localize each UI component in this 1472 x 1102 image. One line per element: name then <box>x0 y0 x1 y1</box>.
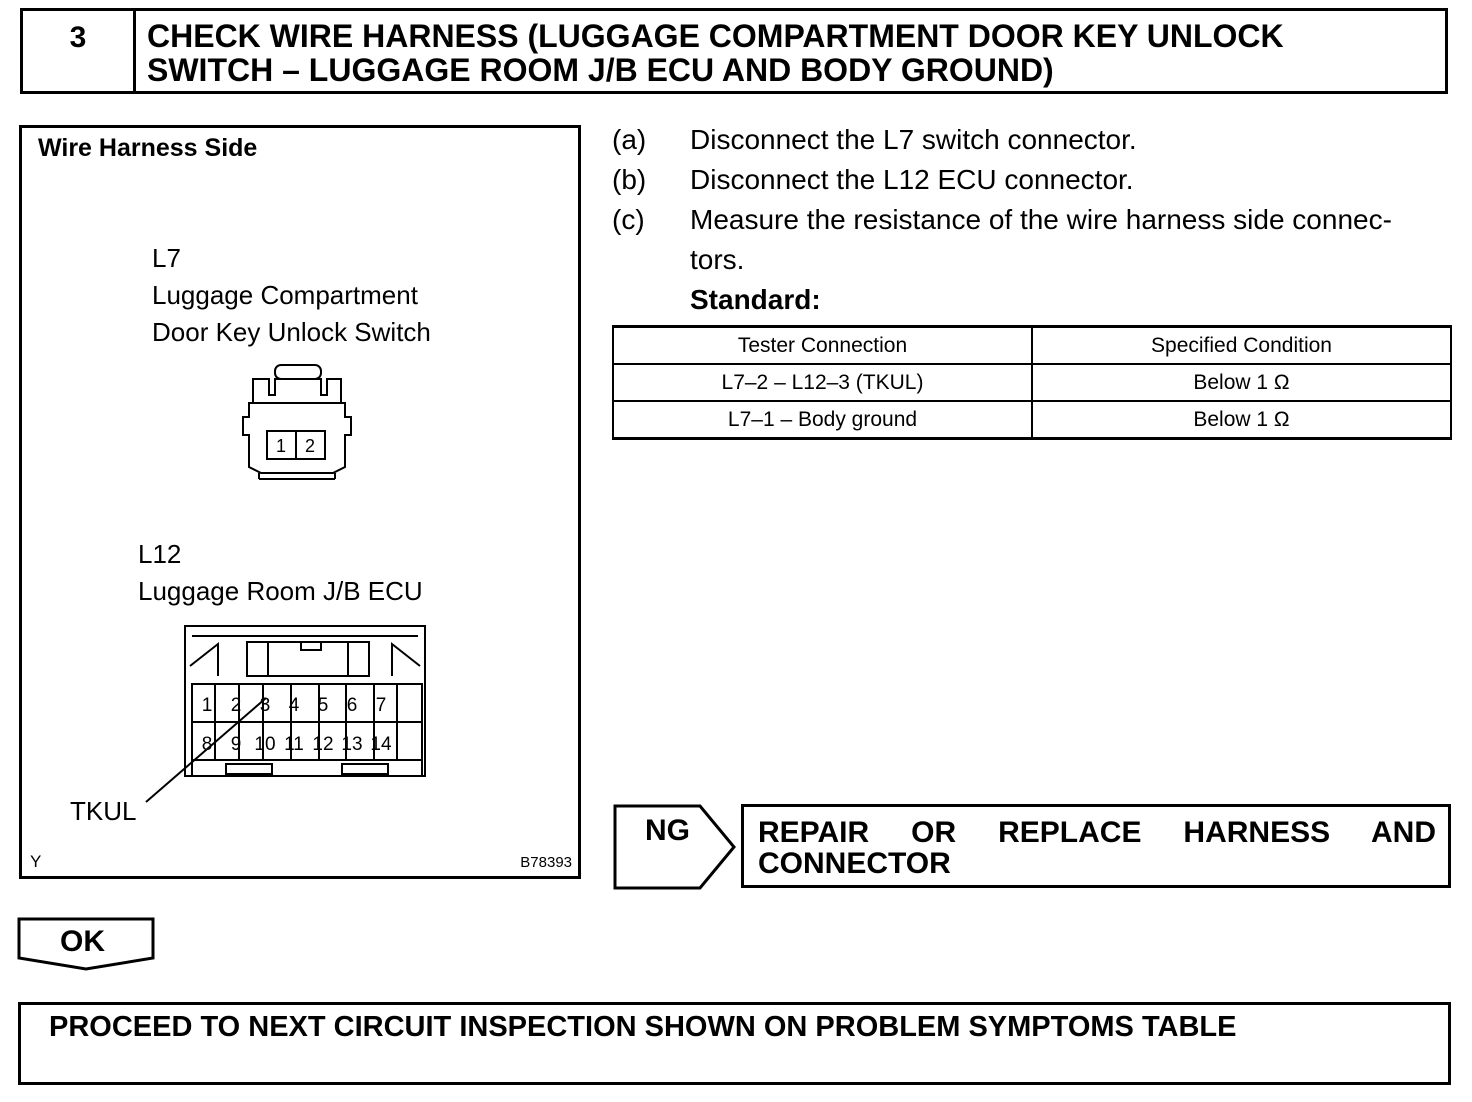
table-cell: L7–1 – Body ground <box>613 401 1032 439</box>
l12-pin: 3 <box>259 695 271 716</box>
figure-id: B78393 <box>520 854 572 871</box>
l12-pin: 1 <box>201 695 213 716</box>
l12-pin: 4 <box>288 695 300 716</box>
l12-pin: 13 <box>341 734 363 755</box>
standard-label: Standard: <box>690 284 821 315</box>
table-cell: Below 1 Ω <box>1032 401 1451 439</box>
table-header-cell: Tester Connection <box>613 327 1032 365</box>
step-title <box>147 19 1437 87</box>
l12-pin: 9 <box>230 734 242 755</box>
step-c <box>612 200 1454 320</box>
l12-label <box>138 536 423 610</box>
l12-pin: 12 <box>312 734 334 755</box>
step-a-text: Disconnect the L7 switch connector. <box>690 124 1137 155</box>
figure-title: Wire Harness Side <box>38 134 258 162</box>
l7-connector-diagram <box>237 363 357 483</box>
table-row <box>613 364 1451 401</box>
l12-name: Luggage Room J/B ECU <box>138 576 423 606</box>
l12-pin: 11 <box>284 734 304 755</box>
step-c-text-cont: tors. <box>690 244 745 275</box>
step-a <box>612 120 1454 160</box>
l12-pin: 14 <box>370 734 392 755</box>
l12-pin: 6 <box>346 695 358 716</box>
l7-pin-2: 2 <box>304 436 316 456</box>
l7-name-line2: Door Key Unlock Switch <box>152 317 431 347</box>
l12-pin: 8 <box>201 734 213 755</box>
l12-pin: 2 <box>230 695 242 716</box>
table-cell: Below 1 Ω <box>1032 364 1451 401</box>
l12-pin: 10 <box>254 734 276 755</box>
l7-name-line1: Luggage Compartment <box>152 280 418 310</box>
tkul-callout: TKUL <box>70 796 137 826</box>
table-header-cell: Specified Condition <box>1032 327 1451 365</box>
l7-code: L7 <box>152 243 181 273</box>
next-step-box: PROCEED TO NEXT CIRCUIT INSPECTION SHOWN ON PROBLEM SYMPTOMS TABLE <box>18 1002 1451 1085</box>
ng-action-box: REPAIR OR REPLACE HARNESS AND CONNECTOR <box>741 804 1451 888</box>
table-row <box>613 401 1451 439</box>
step-number: 3 <box>23 11 136 91</box>
table-cell: L7–2 – L12–3 (TKUL) <box>613 364 1032 401</box>
figure-corner-letter: Y <box>30 852 42 871</box>
ng-label: NG <box>645 814 690 847</box>
ok-label: OK <box>60 925 105 958</box>
l12-pin: 5 <box>317 695 329 716</box>
spec-table <box>612 325 1452 440</box>
step-c-letter: (c) <box>612 204 645 235</box>
step-b <box>612 160 1454 200</box>
l7-pin-1: 1 <box>275 436 287 456</box>
l12-code: L12 <box>138 539 182 569</box>
step-b-text: Disconnect the L12 ECU connector. <box>690 164 1134 195</box>
l7-label <box>152 240 431 351</box>
step-title-line2: SWITCH – LUGGAGE ROOM J/B ECU AND BODY GROUND) <box>147 52 1054 88</box>
step-a-letter: (a) <box>612 124 647 155</box>
step-header <box>20 8 1448 94</box>
step-c-text: Measure the resistance of the wire harness side connec- <box>690 204 1392 235</box>
step-b-letter: (b) <box>612 164 647 195</box>
step-title-line1: CHECK WIRE HARNESS (LUGGAGE COMPARTMENT DOOR KEY UNLOCK <box>147 18 1284 54</box>
l12-pin: 7 <box>375 695 387 716</box>
table-header-row <box>613 327 1451 365</box>
procedure-steps <box>612 120 1454 320</box>
wire-harness-figure <box>19 125 581 879</box>
